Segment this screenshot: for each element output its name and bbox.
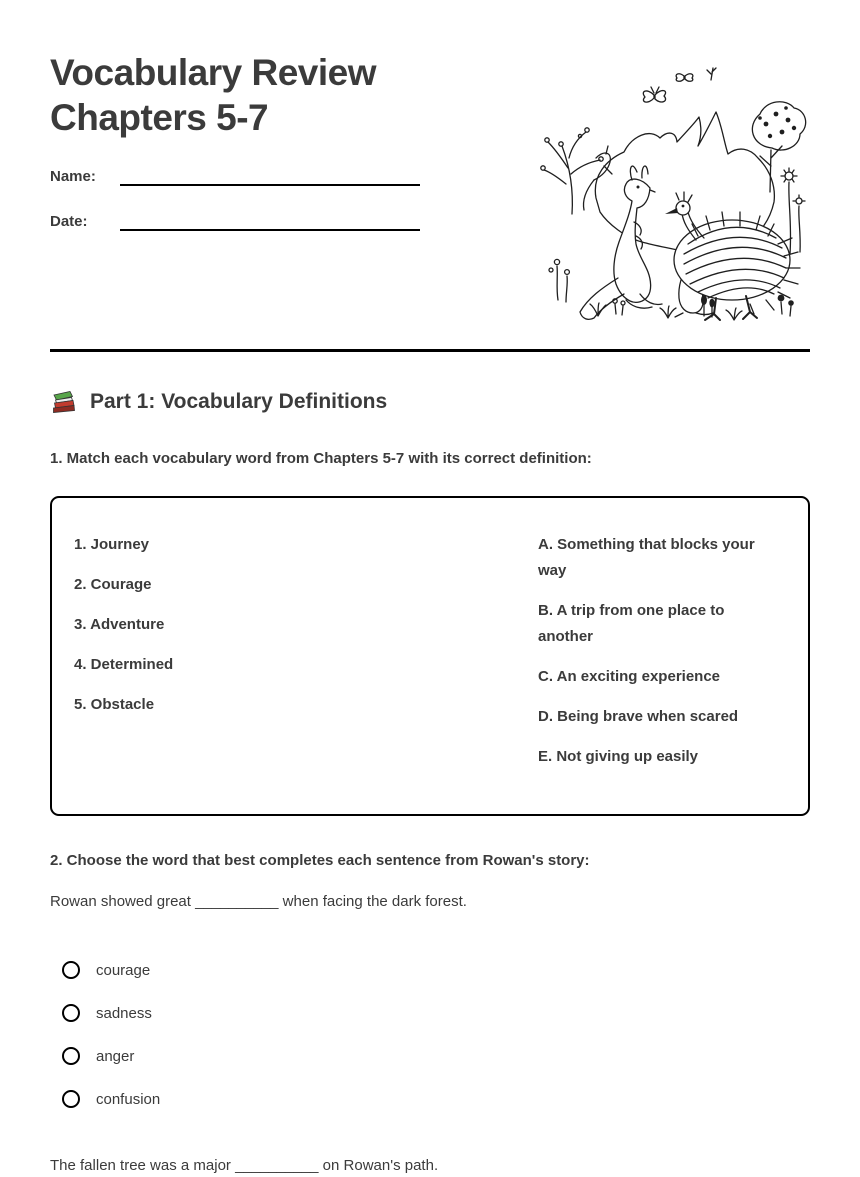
header-left bbox=[50, 50, 510, 231]
radio-button-anger[interactable] bbox=[62, 1047, 80, 1065]
fill-in-sentence-1: Rowan showed great __________ when facing the dark forest. bbox=[50, 893, 467, 910]
name-label: Name: bbox=[50, 168, 96, 185]
section-divider bbox=[50, 349, 810, 352]
name-blank-line bbox=[120, 166, 420, 186]
match-word: 1. Journey bbox=[74, 536, 150, 553]
fill-in-sentence-2: The fallen tree was a major __________ on Rowan's path. bbox=[50, 1157, 439, 1174]
part1-heading-label: Part 1: Vocabulary Definitions bbox=[90, 390, 388, 413]
date-label: Date: bbox=[50, 213, 88, 230]
match-definition: C. An exciting experience bbox=[538, 668, 721, 685]
australian-animals-svg bbox=[538, 62, 810, 322]
option-row-anger bbox=[50, 1045, 810, 1067]
match-word: 5. Obstacle bbox=[74, 696, 155, 713]
match-definition: A. Something that blocks your way bbox=[538, 536, 755, 579]
radio-button-sadness[interactable] bbox=[62, 1004, 80, 1022]
q2-options-group bbox=[50, 959, 810, 1110]
option-label: sadness bbox=[96, 1004, 152, 1022]
header bbox=[50, 0, 810, 322]
title-line-2: Chapters 5-7 bbox=[50, 97, 269, 138]
match-definition: E. Not giving up easily bbox=[538, 748, 699, 765]
option-row-sadness bbox=[50, 1002, 810, 1024]
part1-heading bbox=[50, 388, 810, 416]
option-label: anger bbox=[96, 1047, 135, 1065]
match-word: 3. Adventure bbox=[74, 616, 165, 633]
option-label: courage bbox=[96, 961, 151, 979]
matching-box bbox=[50, 496, 810, 816]
title-line-1: Vocabulary Review bbox=[50, 52, 377, 93]
option-label: confusion bbox=[96, 1090, 161, 1108]
books-icon bbox=[50, 388, 78, 416]
match-word: 4. Determined bbox=[74, 656, 174, 673]
match-definition: D. Being brave when scared bbox=[538, 708, 739, 725]
radio-button-courage[interactable] bbox=[62, 961, 80, 979]
match-words-list bbox=[74, 532, 538, 784]
name-field bbox=[50, 166, 420, 186]
match-definitions-list bbox=[538, 532, 774, 784]
q1-prompt: 1. Match each vocabulary word from Chapters 5-7 with its correct definition: bbox=[50, 450, 592, 467]
radio-button-confusion[interactable] bbox=[62, 1090, 80, 1108]
page-title bbox=[50, 50, 510, 140]
date-blank-line bbox=[120, 211, 420, 231]
q2-prompt: 2. Choose the word that best completes each sentence from Rowan's story: bbox=[50, 852, 590, 869]
match-word: 2. Courage bbox=[74, 576, 152, 593]
date-field bbox=[50, 211, 420, 231]
option-row-courage bbox=[50, 959, 810, 981]
match-definition: B. A trip from one place to another bbox=[538, 602, 725, 645]
australian-animals-illustration bbox=[538, 62, 810, 322]
option-row-confusion bbox=[50, 1088, 810, 1110]
